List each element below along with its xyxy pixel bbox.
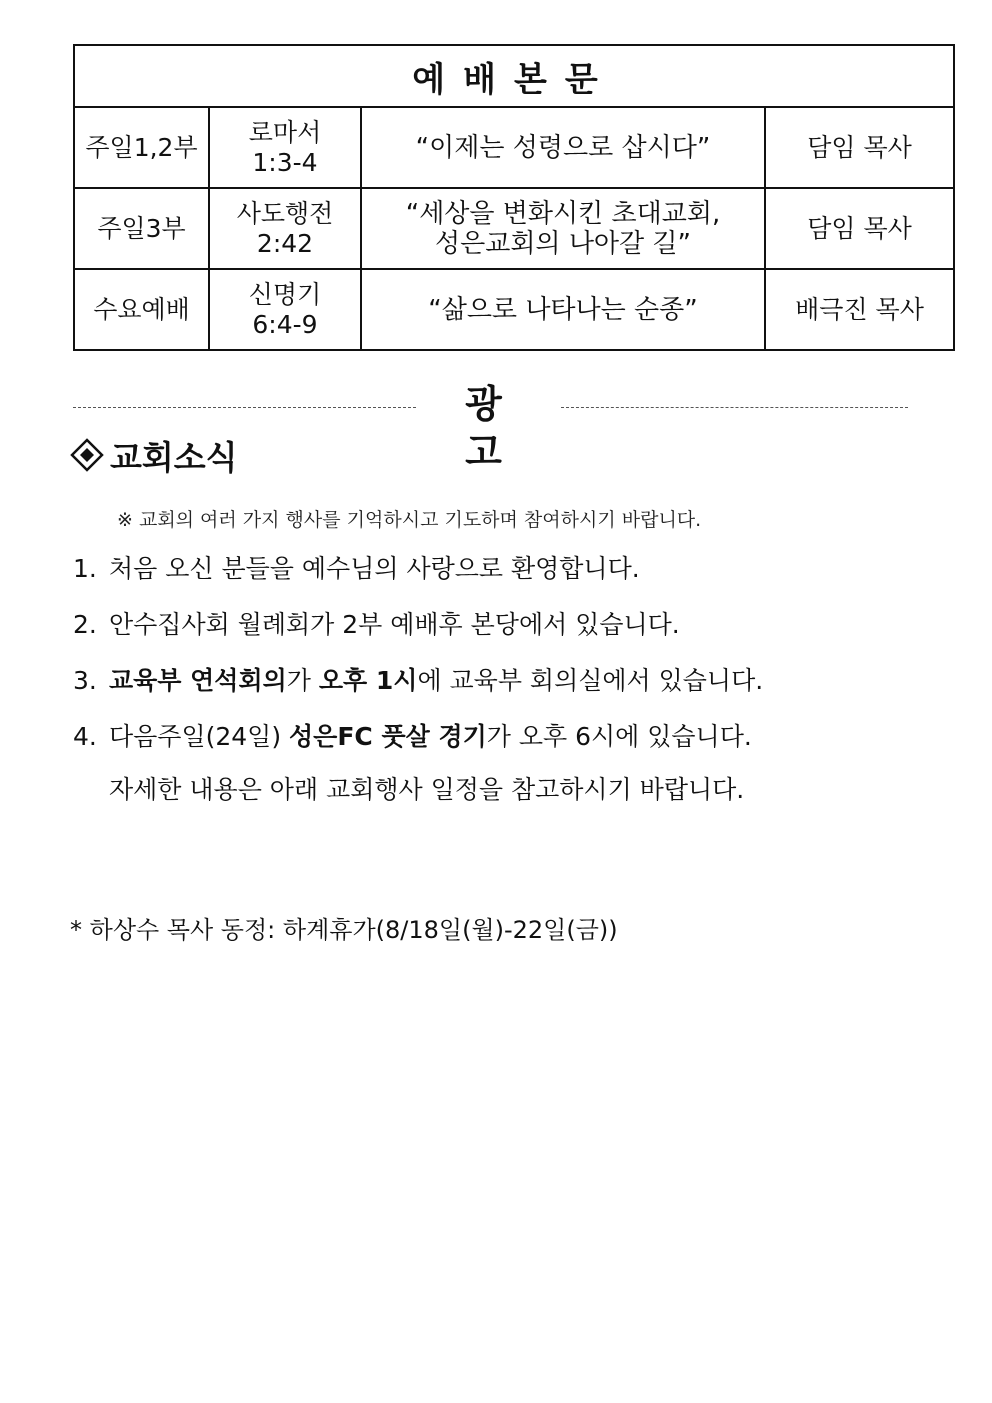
sermon-title (361, 188, 765, 269)
list-item (73, 721, 953, 806)
news-list (73, 553, 953, 830)
item-text: 에 교육부 회의실에서 있습니다. (417, 666, 764, 695)
scripture-text (209, 269, 361, 350)
worship-table (73, 44, 955, 351)
scripture-book: 로마서 (248, 117, 322, 147)
dashed-rule-right (561, 407, 908, 408)
item-text: 안수집사회 월례회가 2부 예배후 본당에서 있습니다. (109, 610, 680, 639)
scripture-verse: 1:3-4 (252, 147, 318, 177)
item-text: 처음 오신 분들을 예수님의 사랑으로 환영합니다. (109, 554, 640, 583)
preacher: 배극진 목사 (765, 269, 954, 350)
worship-when: 수요예배 (74, 269, 209, 350)
sermon-title-line: “이제는 성령으로 삽시다” (415, 132, 711, 163)
sermon-title (361, 107, 765, 188)
worship-when: 주일1,2부 (74, 107, 209, 188)
worship-row (74, 188, 954, 269)
scripture-text (209, 107, 361, 188)
item-text: 다음주일(24일) (109, 722, 290, 751)
scripture-book: 신명기 (248, 279, 322, 309)
item-number: 1. (73, 554, 97, 583)
item-number: 2. (73, 610, 97, 639)
item-subtext: 자세한 내용은 아래 교회행사 일정을 참고하시기 바랍니다. (109, 775, 745, 804)
item-number: 3. (73, 666, 97, 695)
scripture-verse: 2:42 (256, 228, 314, 258)
item-text: 가 오후 6시에 있습니다. (486, 722, 752, 751)
worship-row (74, 269, 954, 350)
dashed-rule-left (73, 407, 416, 408)
list-item (73, 553, 953, 585)
sermon-title-line: “삶으로 나타나는 순종” (428, 294, 698, 325)
item-bold-text: 오후 1시 (318, 666, 418, 695)
church-news-title: 교회소식 (110, 437, 238, 477)
sermon-title-line: “세상을 변화시킨 초대교회, (405, 198, 721, 229)
item-text: 가 (286, 666, 319, 695)
worship-when: 주일3부 (74, 188, 209, 269)
item-bold-text: 성은FC 풋살 경기 (289, 722, 487, 751)
item-bold-text: 교육부 연석회의 (109, 666, 287, 695)
worship-table-heading: 예배본문 (74, 45, 954, 107)
diamond-bullet-icon (70, 438, 104, 472)
scripture-text (209, 188, 361, 269)
worship-row (74, 107, 954, 188)
news-note: ※ 교회의 여러 가지 행사를 기억하시고 기도하며 참여하시기 바랍니다. (117, 509, 702, 531)
scripture-book: 사도행전 (236, 198, 334, 228)
item-number: 4. (73, 722, 97, 751)
ads-heading: 광고 (465, 382, 530, 474)
church-news-heading (70, 433, 238, 477)
scripture-verse: 6:4-9 (252, 309, 318, 339)
sermon-title-line: 성은교회의 나아갈 길” (434, 228, 692, 259)
sermon-title (361, 269, 765, 350)
pastor-status-note: * 하상수 목사 동정: 하계휴가(8/18일(월)-22일(금)) (70, 916, 618, 944)
preacher: 담임 목사 (765, 107, 954, 188)
preacher: 담임 목사 (765, 188, 954, 269)
list-item (73, 609, 953, 641)
list-item (73, 665, 953, 697)
